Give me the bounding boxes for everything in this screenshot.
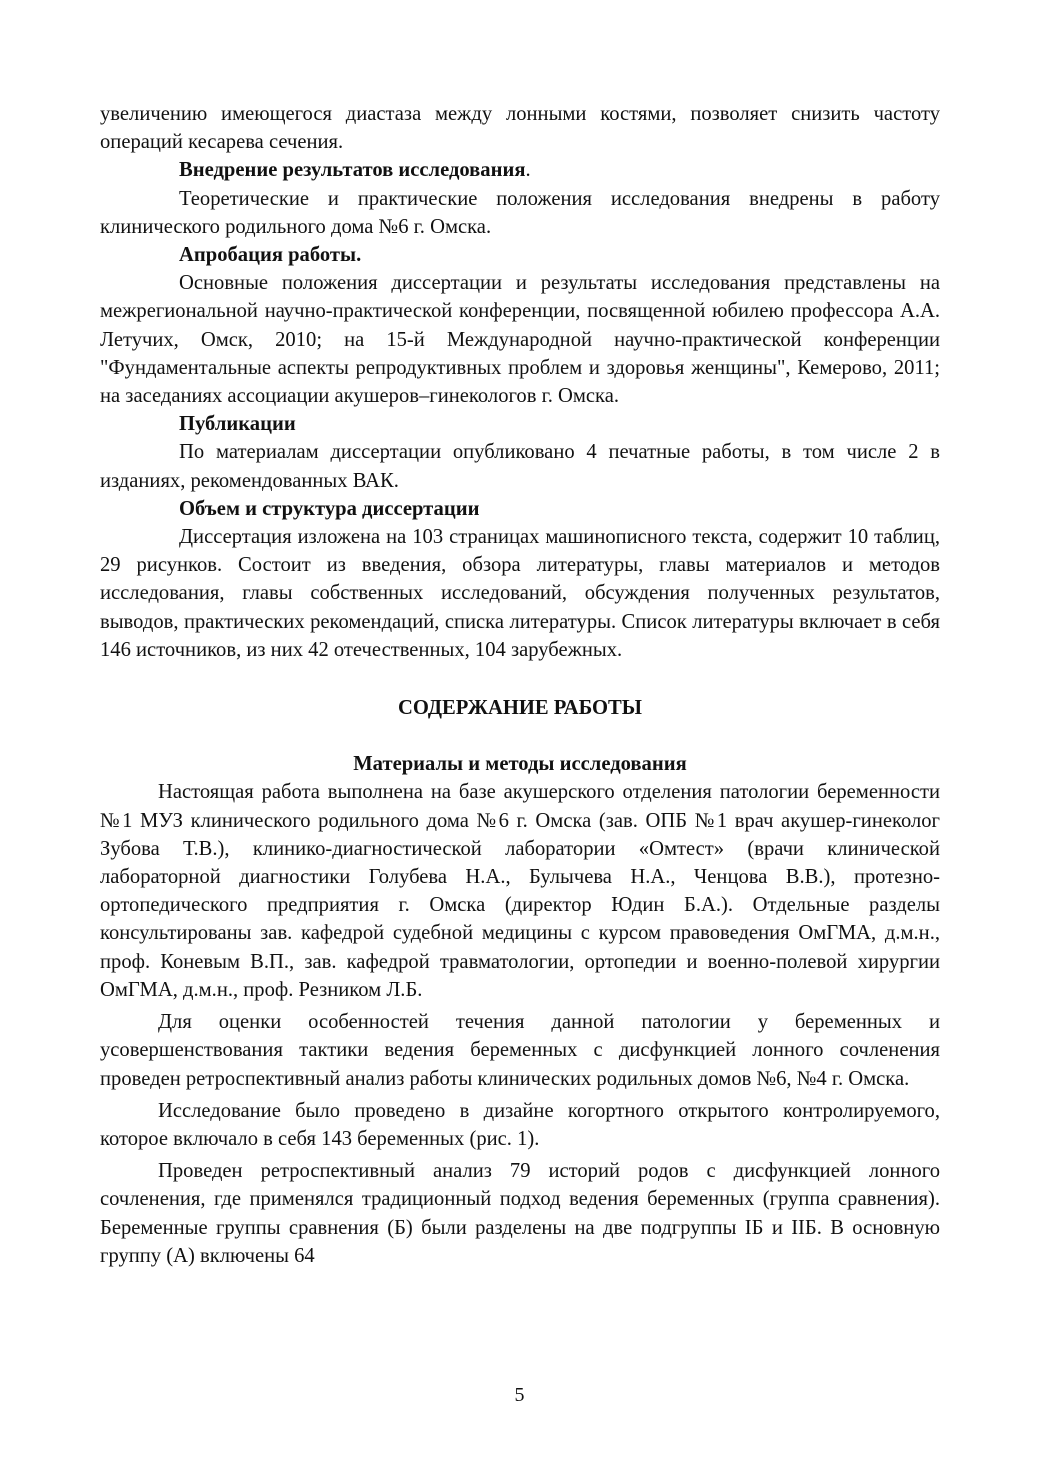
implementation-paragraph: Теоретические и практические положения исследования внедрены в работу клинического родильного дома №6 г. Омска. bbox=[100, 187, 940, 238]
heading-approbation: Апробация работы. bbox=[179, 244, 362, 267]
methods-paragraph-1: Настоящая работа выполнена на базе акушерского отделения патологии беременности №1 МУЗ клинического родильного дома №6 г. Омска (зав. ОПБ №1 врач акушер-гинеколог Зубова Т.В.), клинико-диагностической лаборатории «Омтест» (врачи клинической лабораторной диагностики Голубева Н.А., Булычева Н.А., Ченцова В.В.), протезно-ортопедического предприятия г. Омска (директор Юдин Б.А.). Отдельные разделы консультированы зав. кафедрой судебной медицины с курсом правоведения ОмГМА, д.м.н., проф. Коневым В.П., зав. кафедрой травматологии, ортопедии и военно-полевой хирургии ОмГМА, д.м.н., проф. Резником Л.Б. bbox=[100, 781, 940, 1001]
publications-paragraph: По материалам диссертации опубликовано 4 печатные работы, в том числе 2 в изданиях, рекомендованных ВАК. bbox=[100, 441, 940, 492]
heading-implementation-text: Внедрение результатов исследования bbox=[179, 159, 526, 182]
heading-publications: Публикации bbox=[179, 413, 296, 436]
heading-implementation bbox=[100, 156, 940, 184]
document-page bbox=[100, 100, 940, 1270]
page-number: 5 bbox=[514, 1384, 525, 1406]
methods-paragraph-2: Для оценки особенностей течения данной патологии у беременных и усовершенствования тактики ведения беременных с дисфункцией лонного сочленения проведен ретроспективный анализ работы клинических родильных домов №6, №4 г. Омска. bbox=[100, 1011, 940, 1090]
methods-paragraph-4: Проведен ретроспективный анализ 79 историй родов с дисфункцией лонного сочленения, где применялся традиционный подход ведения беременных (группа сравнения). Беременные группы сравнения (Б) были разделены на две подгруппы IБ и IIБ. В основную группу (А) включены 64 bbox=[100, 1160, 940, 1267]
heading-implementation-period: . bbox=[525, 159, 531, 182]
continuation-paragraph: увеличению имеющегося диастаза между лонными костями, позволяет снизить частоту операций кесарева сечения. bbox=[100, 103, 940, 154]
methods-paragraph-3: Исследование было проведено в дизайне когортного открытого контролируемого, которое включало в себя 143 беременных (рис. 1). bbox=[100, 1099, 940, 1150]
heading-structure: Объем и структура диссертации bbox=[179, 497, 480, 520]
approbation-paragraph: Основные положения диссертации и результаты исследования представлены на межрегиональной научно-практической конференции, посвященной юбилею профессора А.А. Летучих, Омск, 2010; на 15-й Международной научно-практической конференции "Фундаментальные аспекты репродуктивных проблем и здоровья женщины", Кемерово, 2011; на заседаниях ассоциации акушеров–гинекологов г. Омска. bbox=[100, 272, 940, 408]
section-title: СОДЕРЖАНИЕ РАБОТЫ bbox=[397, 697, 643, 720]
subsection-title: Материалы и методы исследования bbox=[353, 753, 687, 776]
structure-paragraph: Диссертация изложена на 103 страницах машинописного текста, содержит 10 таблиц, 29 рисунков. Состоит из введения, обзора литературы, главы материалов и методов исследования, главы собственных исследований, обсуждения полученных результатов, выводов, практических рекомендаций, списка литературы. Список литературы включает в себя 146 источников, из них 42 отечественных, 104 зарубежных. bbox=[100, 526, 940, 661]
